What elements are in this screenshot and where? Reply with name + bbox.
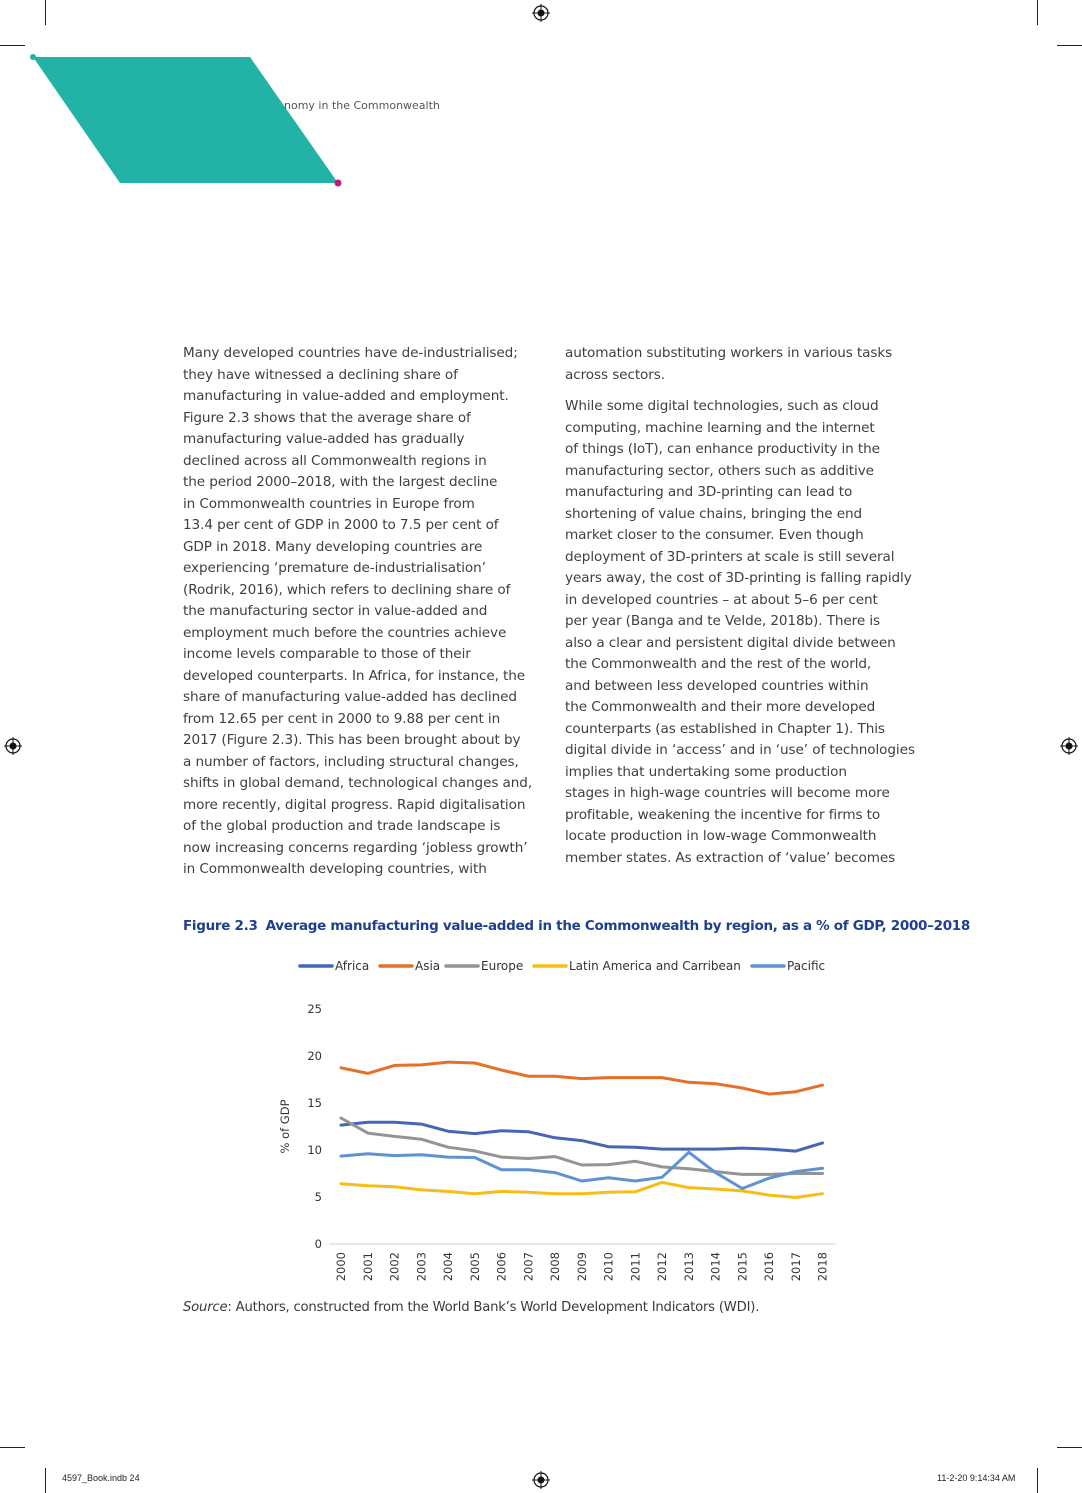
- paragraph: [565, 343, 925, 386]
- source-label: Source: [183, 1300, 228, 1315]
- body-column-right: [565, 343, 925, 879]
- legend-label: Asia: [415, 959, 441, 973]
- body-column-left: [183, 343, 543, 891]
- text-line: manufacturing value-added has gradually: [183, 431, 465, 447]
- text-line: shifts in global demand, technological changes and,: [183, 775, 533, 791]
- y-tick-label: 0: [314, 1237, 322, 1251]
- text-line: years away, the cost of 3D-printing is falling rapidly: [565, 570, 912, 586]
- x-tick-label: 2000: [334, 1252, 348, 1282]
- text-line: developed counterparts. In Africa, for instance, the: [183, 667, 526, 684]
- text-line: deployment of 3D-printers at scale is still several: [565, 548, 895, 565]
- x-tick-label: 2004: [441, 1252, 455, 1282]
- x-tick-label: 2015: [735, 1252, 750, 1282]
- text-line: the Commonwealth and the rest of the world,: [565, 656, 872, 672]
- text-line: the period 2000–2018, with the largest decline: [183, 474, 498, 490]
- x-tick-label: 2006: [494, 1252, 509, 1282]
- figure-source: [183, 1300, 759, 1315]
- text-line: computing, machine learning and the internet: [565, 419, 875, 436]
- legend-label: Latin America and Carribean: [569, 959, 741, 973]
- crop-mark: [1037, 1468, 1038, 1493]
- text-line: they have witnessed a declining share of: [183, 366, 458, 383]
- text-line: of the global production and trade landscape is: [183, 818, 501, 834]
- text-line: across sectors.: [565, 366, 665, 383]
- x-tick-label: 2009: [574, 1252, 589, 1282]
- crop-mark: [45, 1468, 46, 1493]
- text-line: 2017 (Figure 2.3). This has been brought about by: [183, 732, 521, 748]
- text-line: manufacturing and 3D-printing can lead to: [565, 484, 853, 500]
- legend-label: Africa: [335, 959, 370, 973]
- x-tick-label: 2003: [414, 1252, 429, 1282]
- x-tick-label: 2012: [655, 1252, 669, 1282]
- x-tick-label: 2011: [628, 1252, 643, 1282]
- text-line: (Rodrik, 2016), which refers to declining share of: [183, 581, 511, 598]
- series-line-pacific: [341, 1152, 823, 1188]
- figure-number: Figure 2.3: [183, 918, 258, 934]
- registration-mark-icon: [1060, 737, 1078, 755]
- registration-mark-icon: [532, 1471, 550, 1489]
- text-line: digital divide in ‘access’ and in ‘use’ of technologies: [565, 742, 915, 758]
- text-line: in Commonwealth developing countries, with: [183, 861, 487, 877]
- crop-mark: [1057, 1447, 1082, 1448]
- line-chart: [0, 950, 1082, 1295]
- plot-area: [341, 1062, 823, 1197]
- text-line: and between less developed countries within: [565, 677, 869, 694]
- text-line: declined across all Commonwealth regions in: [183, 452, 487, 469]
- x-axis: [329, 1244, 836, 1281]
- running-head: nomy in the Commonwealth: [284, 99, 440, 112]
- paragraph: [183, 343, 543, 881]
- text-line: employment much before the countries achieve: [183, 624, 507, 641]
- y-tick-label: 15: [307, 1096, 322, 1110]
- figure-title: Average manufacturing value-added in the Commonwealth by region, as a % of GDP, 2000–2018: [265, 918, 970, 934]
- text-line: more recently, digital progress. Rapid digitalisation: [183, 796, 526, 813]
- slug-right: 11-2-20 9:14:34 AM: [937, 1473, 1016, 1483]
- text-line: member states. As extraction of ‘value’ becomes: [565, 849, 896, 866]
- crop-mark: [0, 1447, 25, 1448]
- y-tick-label: 20: [307, 1049, 322, 1063]
- text-line: manufacturing in value-added and employment.: [183, 388, 509, 404]
- text-line: profitable, weakening the incentive for firms to: [565, 806, 881, 823]
- text-line: experiencing ‘premature de-industrialisation’: [183, 560, 486, 576]
- paragraph: [565, 396, 925, 869]
- legend-label: Pacific: [787, 959, 826, 973]
- text-line: locate production in low-wage Commonwealth: [565, 828, 877, 844]
- y-tick-label: 5: [314, 1190, 322, 1204]
- text-line: market closer to the consumer. Even though: [565, 527, 864, 543]
- text-line: implies that undertaking some production: [565, 763, 847, 780]
- text-line: Many developed countries have de-industrialised;: [183, 345, 518, 361]
- series-line-africa: [341, 1122, 823, 1151]
- y-tick-label: 25: [307, 1002, 322, 1016]
- chart-legend: [300, 959, 825, 973]
- text-line: income levels comparable to those of their: [183, 646, 471, 662]
- text-line: now increasing concerns regarding ‘jobless growth’: [183, 839, 528, 856]
- text-line: from 12.65 per cent in 2000 to 9.88 per cent in: [183, 710, 501, 727]
- text-line: automation substituting workers in various tasks: [565, 345, 893, 361]
- legend-label: Europe: [481, 959, 524, 973]
- x-tick-label: 2001: [360, 1252, 375, 1282]
- text-line: also a clear and persistent digital divide between: [565, 634, 896, 651]
- x-tick-label: 2014: [708, 1252, 723, 1282]
- x-tick-label: 2002: [387, 1252, 402, 1282]
- text-line: shortening of value chains, bringing the end: [565, 505, 863, 522]
- registration-mark-icon: [532, 4, 550, 22]
- text-line: a number of factors, including structural changes,: [183, 753, 519, 770]
- source-text: : Authors, constructed from the World Bank’s World Development Indicators (WDI).: [227, 1300, 760, 1315]
- x-tick-label: 2017: [788, 1252, 803, 1282]
- series-line-europe: [341, 1118, 823, 1174]
- text-line: the manufacturing sector in value-added and: [183, 603, 488, 619]
- crop-mark: [1057, 45, 1082, 46]
- text-line: in Commonwealth countries in Europe from: [183, 495, 475, 512]
- x-tick-label: 2016: [762, 1252, 776, 1282]
- crop-mark: [1037, 0, 1038, 25]
- x-tick-label: 2010: [601, 1252, 616, 1282]
- series-line-asia: [341, 1062, 823, 1094]
- text-line: counterparts (as established in Chapter 1). This: [565, 720, 885, 737]
- x-tick-label: 2013: [681, 1252, 696, 1282]
- text-line: While some digital technologies, such as cloud: [565, 398, 879, 414]
- x-tick-label: 2005: [467, 1252, 482, 1282]
- figure-caption: [183, 918, 970, 934]
- y-tick-label: 10: [307, 1143, 322, 1157]
- text-line: in developed countries – at about 5–6 per cent: [565, 591, 878, 608]
- text-line: manufacturing sector, others such as additive: [565, 462, 874, 479]
- text-line: per year (Banga and te Velde, 2018b). There is: [565, 613, 881, 629]
- text-line: the Commonwealth and their more developed: [565, 699, 876, 715]
- slug-left: 4597_Book.indb 24: [62, 1473, 140, 1483]
- text-line: of things (IoT), can enhance productivity in the: [565, 441, 880, 457]
- text-line: 13.4 per cent of GDP in 2000 to 7.5 per cent of: [183, 517, 499, 533]
- y-axis-label: % of GDP: [278, 1099, 292, 1154]
- x-tick-label: 2007: [521, 1252, 536, 1282]
- text-line: stages in high-wage countries will become more: [565, 785, 890, 801]
- text-line: GDP in 2018. Many developing countries are: [183, 538, 483, 555]
- x-tick-label: 2008: [548, 1252, 562, 1282]
- text-line: Figure 2.3 shows that the average share of: [183, 409, 471, 426]
- registration-mark-icon: [4, 737, 22, 755]
- y-axis: [278, 1002, 322, 1251]
- x-tick-label: 2018: [815, 1252, 830, 1282]
- text-line: share of manufacturing value-added has declined: [183, 689, 517, 705]
